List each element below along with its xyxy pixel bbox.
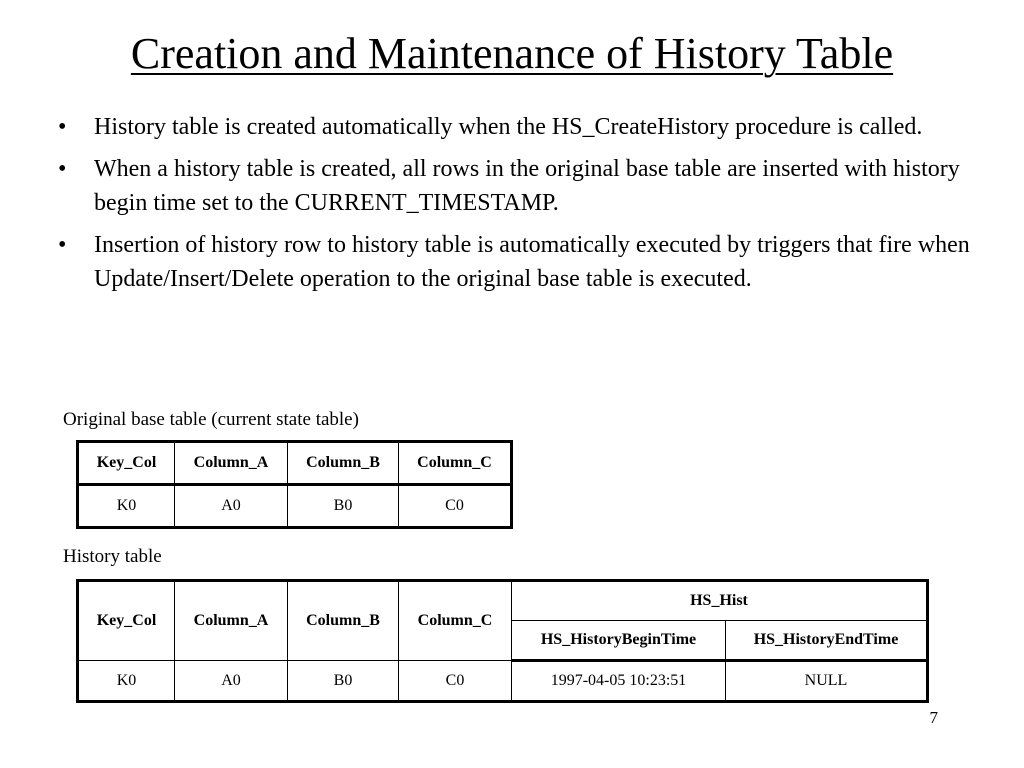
bullet-text: When a history table is created, all rows in the original base table are inserted with history begin time set to the CURRENT_TIMESTAMP. <box>94 156 960 216</box>
bullet-dot: • <box>58 114 67 140</box>
base-table-caption: Original base table (current state table) <box>63 409 359 430</box>
header-cell: Key_Col <box>78 581 175 661</box>
table-cell: K0 <box>78 485 175 528</box>
slide-title: Creation and Maintenance of History Table <box>130 29 894 78</box>
header-cell: Key_Col <box>78 442 175 485</box>
group-header-cell: HS_Hist <box>512 581 928 621</box>
subheader-cell: HS_HistoryEndTime <box>726 621 928 661</box>
history-table-caption: History table <box>63 546 162 567</box>
table-cell: C0 <box>399 661 512 702</box>
bullet-dot: • <box>58 156 67 182</box>
bullet-list <box>58 110 988 304</box>
header-cell: Column_C <box>399 442 512 485</box>
table-cell: NULL <box>726 661 928 702</box>
header-cell: Column_A <box>175 581 288 661</box>
table-header-row <box>78 442 512 485</box>
header-cell: Column_C <box>399 581 512 661</box>
page-number: 7 <box>929 708 938 727</box>
table-cell: C0 <box>399 485 512 528</box>
bullet-item <box>58 110 988 144</box>
table-cell: A0 <box>175 485 288 528</box>
header-cell: Column_A <box>175 442 288 485</box>
bullet-text: Insertion of history row to history table is automatically executed by triggers that fire when Update/Insert/Delete operation to the original base table is executed. <box>94 232 970 292</box>
table-row <box>78 661 928 702</box>
base-table <box>76 440 513 529</box>
table-header-row <box>78 581 928 621</box>
table-row <box>78 485 512 528</box>
bullet-item <box>58 152 988 220</box>
table-cell: A0 <box>175 661 288 702</box>
bullet-text: History table is created automatically when the HS_CreateHistory procedure is called. <box>94 114 923 140</box>
header-cell: Column_B <box>288 442 399 485</box>
table-cell: B0 <box>288 485 399 528</box>
table-cell: K0 <box>78 661 175 702</box>
table-cell: 1997-04-05 10:23:51 <box>512 661 726 702</box>
bullet-item <box>58 228 988 296</box>
history-table <box>76 579 929 703</box>
subheader-cell: HS_HistoryBeginTime <box>512 621 726 661</box>
bullet-dot: • <box>58 232 67 258</box>
header-cell: Column_B <box>288 581 399 661</box>
table-cell: B0 <box>288 661 399 702</box>
